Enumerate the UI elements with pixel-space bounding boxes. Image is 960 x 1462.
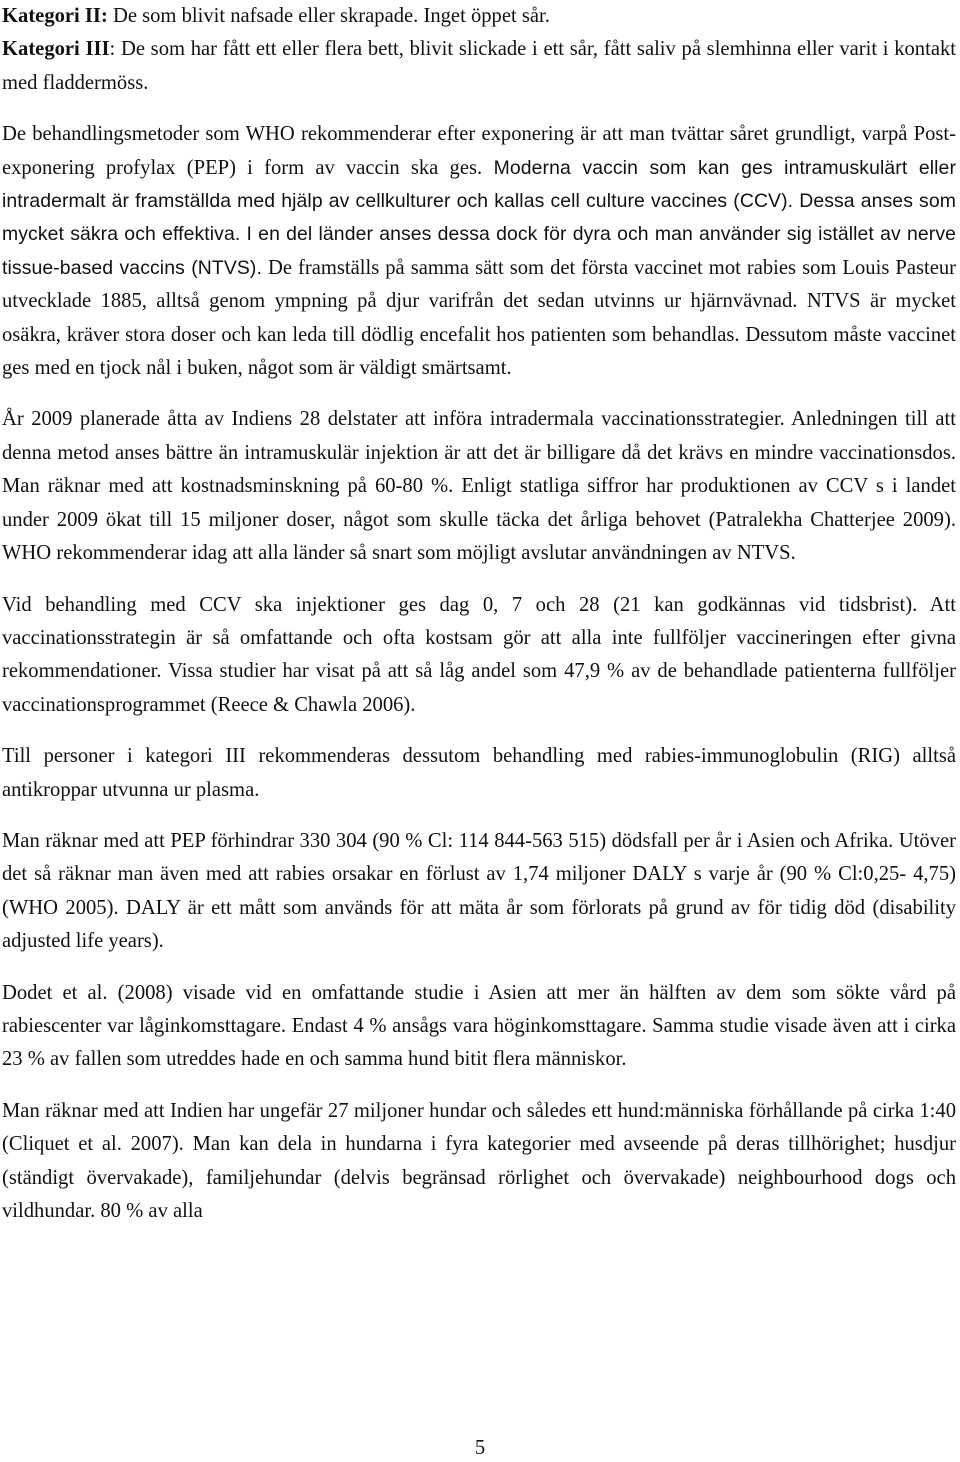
dodet-study-paragraph: Dodet et al. (2008) visade vid en omfattande studie i Asien att mer än hälften av dem som sökte vård på rabiescenter var låginkomsttagare. Endast 4 % ansågs vara höginkomsttagare. Samma studie visade även att i cirka 23 % av fallen som utreddes hade en och samma hund bitit flera människor. xyxy=(2,981,956,1071)
page-number: 5 xyxy=(474,1437,486,1459)
india-dogs-paragraph: Man räknar med att Indien har ungefär 27 miljoner hundar och således ett hund:människa förhållande på cirka 1:40 (Cliquet et al. 2007). Man kan dela in hundarna i fyra kategorier med avseende på deras tillhörighet; husdjur (ständigt övervakade), familjehundar (delvis begränsad rörlighet och övervakade) neighbourhood dogs och vildhundar. 80 % av alla xyxy=(2,1099,956,1222)
category-3-paragraph xyxy=(2,33,956,100)
category-3-label: Kategori III xyxy=(2,38,110,61)
category-3-text: : De som har fått ett eller flera bett, blivit slickade i ett sår, fått saliv på slemhinna eller varit i kontakt med fladdermöss. xyxy=(2,38,956,94)
rig-paragraph: Till personer i kategori III rekommenderas dessutom behandling med rabies-immunoglobulin (RIG) alltså antikroppar utvunna ur plasma. xyxy=(2,745,956,801)
category-2-text: De som blivit nafsade eller skrapade. Inget öppet sår. xyxy=(107,5,550,27)
pep-statistics-paragraph: Man räknar med att PEP förhindrar 330 304 (90 % Cl: 114 844-563 515) dödsfall per år i Asien och Afrika. Utöver det så räknar man även med att rabies orsakar en förlust av 1,74 miljoner DALY s varje år (90 % Cl:0,25- 4,75)(WHO 2005). DALY är ett mått som används för att mäta år som förlorats på grund av för tidig död (disability adjusted life years). xyxy=(2,829,956,953)
category-2-label: Kategori II: xyxy=(2,5,108,27)
india-strategy-paragraph: År 2009 planerade åtta av Indiens 28 delstater att införa intradermala vaccinationsstrategier. Anledningen till att denna metod anses bättre än intramuskulär injektion är att det är billigare då det krävs en mindre vaccinationsdos. Man räknar med att kostnadsminskning på 60-80 %. Enligt statliga siffror har produktionen av CCV s i landet under 2009 ökat till 15 miljoner doser, något som skulle täcka det årliga behovet (Patralekha Chatterjee 2009). WHO rekommenderar idag att alla länder så snart som möjligt avslutar användningen av NTVS. xyxy=(2,408,956,565)
treatment-sentence-3: De framställs på samma sätt som det första vaccinet mot rabies som Louis Pasteur utvecklade 1885, alltså genom ympning på djur varifrån det sedan utvinns ur hjärnvävnad. NTVS är mycket osäkra, kräver stora doser och kan leda till dödlig encefalit hos patienten som behandlas. Dessutom måste vaccinet ges med en tjock nål i buken, något som är väldigt smärtsamt. xyxy=(2,256,956,380)
treatment-paragraph xyxy=(2,118,956,385)
ccv-schedule-paragraph: Vid behandling med CCV ska injektioner ges dag 0, 7 och 28 (21 kan godkännas vid tidsbrist). Att vaccinationsstrategin är så omfattande och ofta kostsam gör att alla inte fullföljer vaccineringen efter givna rekommendationer. Vissa studier har visat på att så låg andel som 47,9 % av de behandlade patienterna fullföljer vaccinationsprogrammet (Reece & Chawla 2006). xyxy=(2,593,956,716)
category-2-paragraph xyxy=(2,0,956,33)
treatment-sentence-1: De behandlingsmetoder som WHO rekommenderar efter exponering är att man tvättar såret grundligt, varpå Post-exponering profylax (PEP) i form av vaccin ska ges. xyxy=(2,123,956,179)
treatment-sentence-2: Moderna vaccin som kan ges intramuskulärt eller intradermalt är framställda med hjälp av cellkulturer och kallas cell culture vaccines (CCV). Dessa anses som mycket säkra och effektiva. I en del länder anses dessa dock för dyra och man använder sig istället av nerve tissue-based vaccins (NTVS). xyxy=(2,156,956,279)
